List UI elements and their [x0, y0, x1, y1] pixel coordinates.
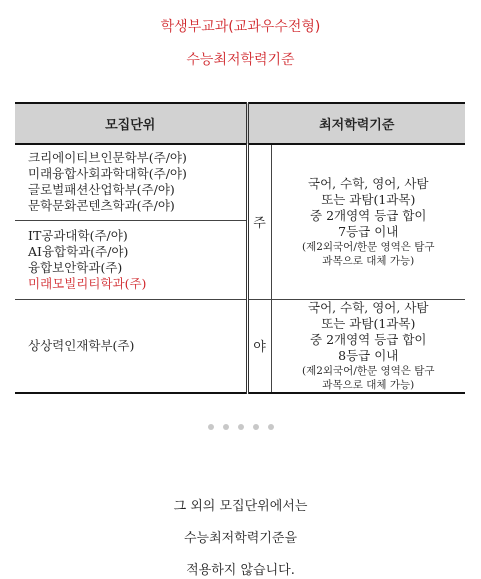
criteria-line: 7등급 이내 — [338, 223, 399, 239]
criteria-line: 또는 과탐(1과목) — [321, 315, 416, 331]
pagination-dot[interactable] — [238, 424, 244, 430]
night-label: 야 — [247, 299, 271, 393]
department-name: 문학문화콘텐츠학과(주/야) — [28, 198, 175, 214]
table-header-row — [15, 103, 465, 144]
criteria-note: 과목으로 대체 가능) — [322, 378, 415, 391]
department-name: 크리에이티브인문학부(주/야) — [28, 150, 187, 166]
table-row — [15, 144, 465, 220]
department-cell — [15, 220, 247, 299]
page-subtitle: 수능최저학력기준 — [186, 52, 295, 68]
department-cell — [15, 144, 247, 220]
criteria-line: 국어, 수학, 영어, 사탐 — [308, 299, 429, 315]
department-cell — [15, 299, 247, 393]
header-criteria: 최저학력기준 — [247, 103, 465, 144]
footer-line: 적용하지 않습니다. — [186, 563, 295, 578]
header-unit: 모집단위 — [15, 103, 247, 144]
criteria-note: (제2외국어/한문 영역은 탐구 — [301, 364, 435, 377]
department-name: 융합보안학과(주) — [28, 259, 123, 275]
department-name: 글로벌패션산업학부(주/야) — [28, 182, 175, 198]
footer-line: 수능최저학력기준을 — [183, 531, 298, 546]
department-name: 상상력인재학부(주) — [28, 337, 135, 353]
table-row — [15, 299, 465, 393]
page-title: 학생부교과(교과우수전형) — [160, 19, 321, 35]
night-criteria — [271, 299, 465, 393]
criteria-table — [15, 102, 465, 394]
pagination-dot[interactable] — [223, 424, 229, 430]
pagination-dot[interactable] — [253, 424, 259, 430]
pagination-dot[interactable] — [208, 424, 214, 430]
pagination-dots — [0, 424, 481, 430]
criteria-line: 8등급 이내 — [338, 347, 399, 363]
pagination-dot[interactable] — [268, 424, 274, 430]
criteria-note: 과목으로 대체 가능) — [322, 254, 415, 267]
department-name: 미래융합사회과학대학(주/야) — [28, 166, 187, 182]
department-name: IT공과대학(주/야) — [28, 227, 128, 243]
day-label: 주 — [247, 144, 271, 299]
department-name-highlighted: 미래모빌리티학과(주) — [28, 275, 147, 291]
criteria-line: 또는 과탐(1과목) — [321, 191, 416, 207]
footer-line: 그 외의 모집단위에서는 — [173, 499, 308, 514]
criteria-line: 국어, 수학, 영어, 사탐 — [308, 175, 429, 191]
criteria-note: (제2외국어/한문 영역은 탐구 — [301, 240, 435, 253]
department-name: AI융합학과(주/야) — [28, 243, 129, 259]
criteria-line: 중 2개영역 등급 합이 — [310, 331, 427, 347]
day-criteria — [271, 144, 465, 299]
criteria-line: 중 2개영역 등급 합이 — [310, 207, 427, 223]
